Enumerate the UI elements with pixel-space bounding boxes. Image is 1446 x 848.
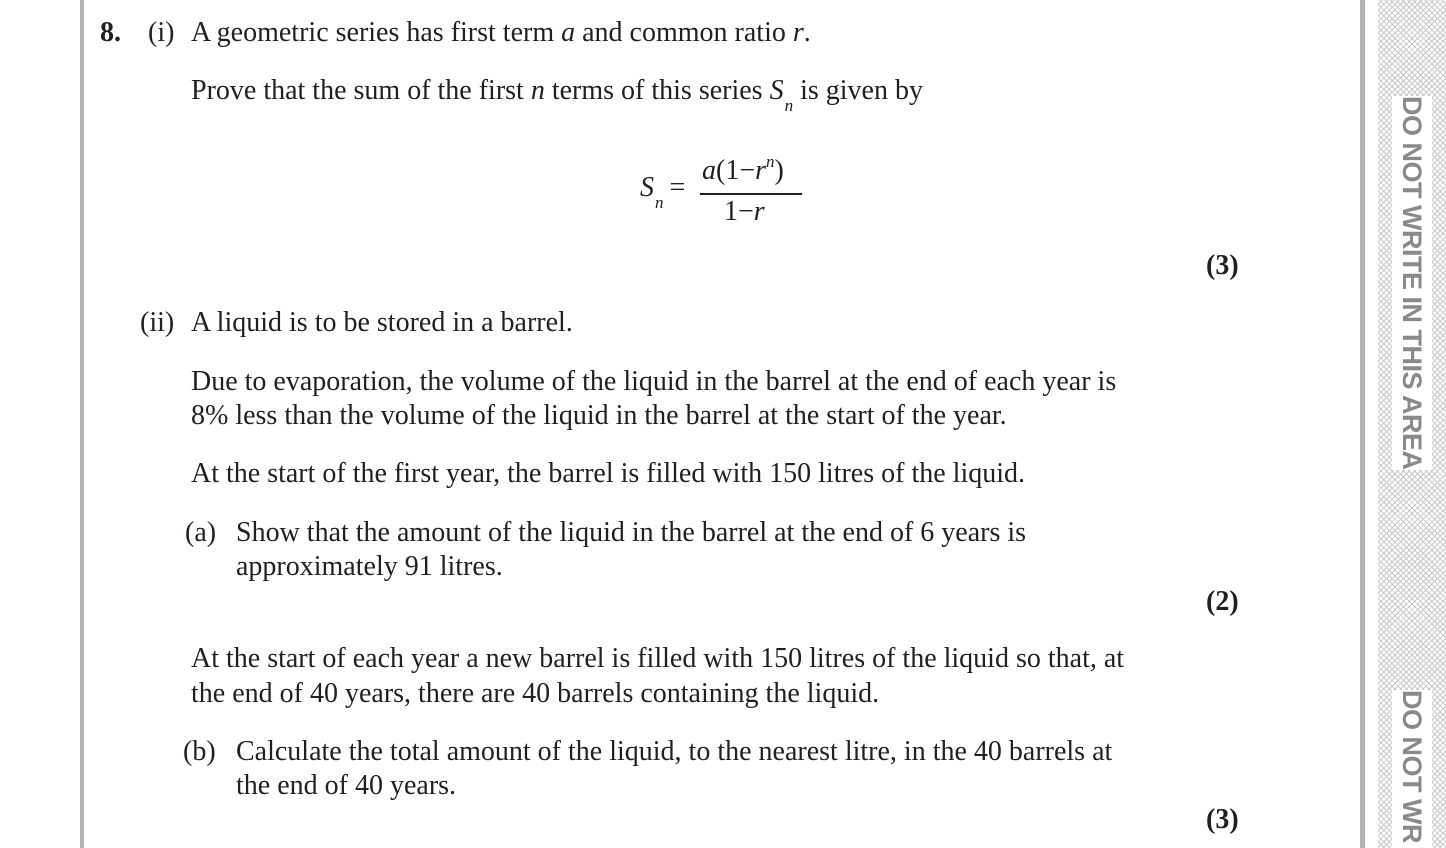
part-a-line1: Show that the amount of the liquid in the barrel at the end of 6 years is	[236, 517, 1027, 548]
part-b-marks: (3)	[1206, 804, 1239, 835]
part-i-prove-text: Prove that the sum of the first n terms of this series $S_n$ is given by	[191, 75, 923, 115]
formula-numerator: $a(1-r^n)$	[702, 152, 784, 186]
new-barrel-text-line1: At the start of each year a new barrel is filled with 150 litres of the liquid so that, at	[191, 643, 1125, 674]
part-i-intro: A geometric series has first term a and common ratio r.	[191, 17, 811, 48]
part-a-marks: (2)	[1206, 586, 1239, 617]
part-a-label: (a)	[185, 517, 217, 548]
evaporation-text-line1: Due to evaporation, the volume of the liquid in the barrel at the end of each year is	[191, 366, 1117, 397]
new-barrel-text-line2: the end of 40 years, there are 40 barrels containing the liquid.	[191, 678, 880, 709]
evaporation-text-line2: 8% less than the volume of the liquid in the barrel at the start of the year.	[191, 400, 1007, 431]
right-margin-rule	[1360, 0, 1365, 848]
formula-lhs: $S_n$ =	[640, 172, 686, 212]
part-ii-intro: A liquid is to be stored in a barrel.	[191, 307, 573, 338]
part-i-marks: (3)	[1206, 250, 1239, 281]
part-a-line2: approximately 91 litres.	[236, 551, 503, 582]
left-margin-rule	[80, 0, 84, 848]
part-b-line2: the end of 40 years.	[236, 770, 457, 801]
initial-fill-text: At the start of the first year, the barrel is filled with 150 litres of the liquid.	[191, 458, 1025, 489]
part-ii-label: (ii)	[140, 307, 175, 338]
part-b-label: (b)	[183, 736, 216, 767]
do-not-write-label-partial: DO NOT WR	[1392, 690, 1432, 848]
sum-formula	[640, 150, 840, 240]
fraction-bar	[700, 193, 802, 195]
formula-denominator: 1−r	[724, 196, 765, 227]
part-i-label: (i)	[148, 17, 175, 48]
part-b-line1: Calculate the total amount of the liquid, to the nearest litre, in the 40 barrels at	[236, 736, 1113, 767]
do-not-write-label: DO NOT WRITE IN THIS AREA	[1392, 96, 1432, 470]
question-number: 8.	[100, 17, 121, 48]
